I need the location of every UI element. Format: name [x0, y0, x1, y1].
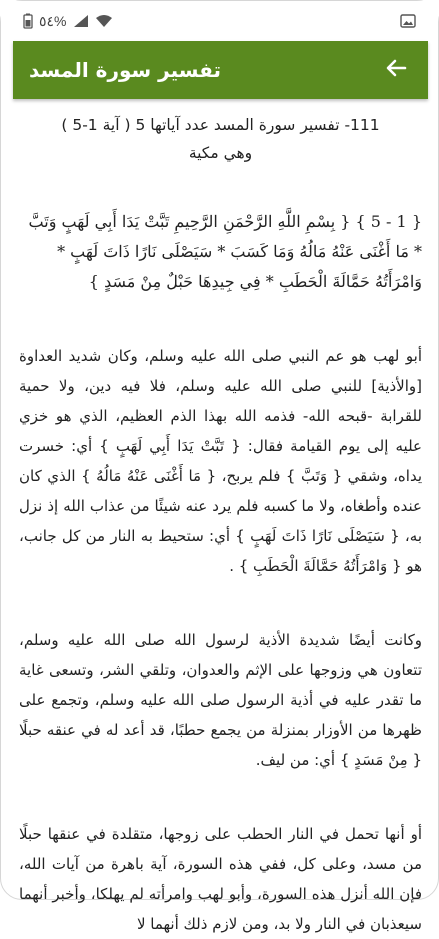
arrow-back-icon [386, 59, 406, 81]
status-right [400, 14, 416, 28]
ayah-text [19, 207, 422, 297]
tafsir-paragraph-1 [19, 341, 422, 581]
page-title: تفسير سورة المسد [29, 58, 221, 82]
surah-heading-line2: وهي مكية [188, 144, 253, 162]
app-bar [13, 41, 428, 99]
wifi-icon [95, 14, 113, 28]
tafsir-paragraph-3-text: أو أنها تحمل في النار الحطب على زوجها، متقلدة في عنقها حبلًا من مسد، وعلى كل، ففي هذه السورة، آية باهرة من آيات الله، فإن الله أنزل هذه السورة، وأبو لهب وامرأته لم يهلكا، وأخبر أنهما سيعذبان في النار ولا بد، ومن لازم ذلك أنهما لا [19, 825, 422, 933]
tafsir-paragraph-2-text: وكانت أيضًا شديدة الأذية لرسول الله صلى الله عليه وسلم، تتعاون هي وزوجها على الإثم والعدوان، وتلقي الشر، وتسعى غاية ما تقدر عليه في أذية الرسول صلى الله عليه وسلم، وتجمع على ظهرها من الأوزار بمنزلة من يجمع حطبًا، قد أعد له في عنقه حبلًا { مِنْ مَسَدٍ } أي: من ليف. [19, 631, 422, 769]
battery-icon [23, 13, 33, 29]
status-bar [1, 1, 438, 41]
tafsir-paragraph-2 [19, 625, 422, 775]
surah-heading [19, 111, 422, 167]
battery-percent [39, 13, 67, 30]
surah-heading-line1: 111- تفسير سورة المسد عدد آياتها 5 ( آية 1-5 ) [61, 116, 380, 134]
image-notification-icon [400, 14, 416, 28]
tafsir-paragraph-3 [19, 819, 422, 939]
tafsir-content[interactable] [15, 99, 426, 933]
back-button[interactable] [380, 54, 412, 86]
tafsir-paragraph-1-text: أبو لهب هو عم النبي صلى الله عليه وسلم، وكان شديد العداوة [والأذية] للنبي صلى الله عليه وسلم، فلا فيه دين، ولا حمية للقرابة -قبحه الله- فذمه الله بهذا الذم العظيم، الذي هو خزي عليه إلى يوم القيامة فقال: { تَبَّتْ يَدَا أَبِي لَهَبٍ } أي: خسرت يداه، وشقي { وَتَبَّ } فلم يربح، { مَا أَغْنَى عَنْهُ مَالُهُ } الذي كان عنده وأطغاه، ولا ما كسبه فلم يرد عنه شيئًا من عذاب الله إذ نزل به، { سَيَصْلَى نَارًا ذَاتَ لَهَبٍ } أي: ستحيط به النار من كل جانب، هو { وَامْرَأَتُهُ حَمَّالَةَ الْحَطَبِ } . [19, 347, 422, 575]
signal-icon [73, 14, 89, 28]
battery-percent-sign: % [54, 12, 67, 29]
ayah-text-content: { 1 - 5 } { بِسْمِ اللَّهِ الرَّحْمَنِ الرَّحِيمِ تَبَّتْ يَدَا أَبِي لَهَبٍ وَتَبَّ * مَا أَغْنَى عَنْهُ مَالُهُ وَمَا كَسَبَ * سَيَصْلَى نَارًا ذَاتَ لَهَبٍ * وَامْرَأَتُهُ حَمَّالَةَ الْحَطَبِ * فِي جِيدِهَا حَبْلٌ مِنْ مَسَدٍ } [28, 212, 422, 291]
battery-level: ٥٤ [39, 12, 55, 29]
status-left [23, 13, 113, 30]
